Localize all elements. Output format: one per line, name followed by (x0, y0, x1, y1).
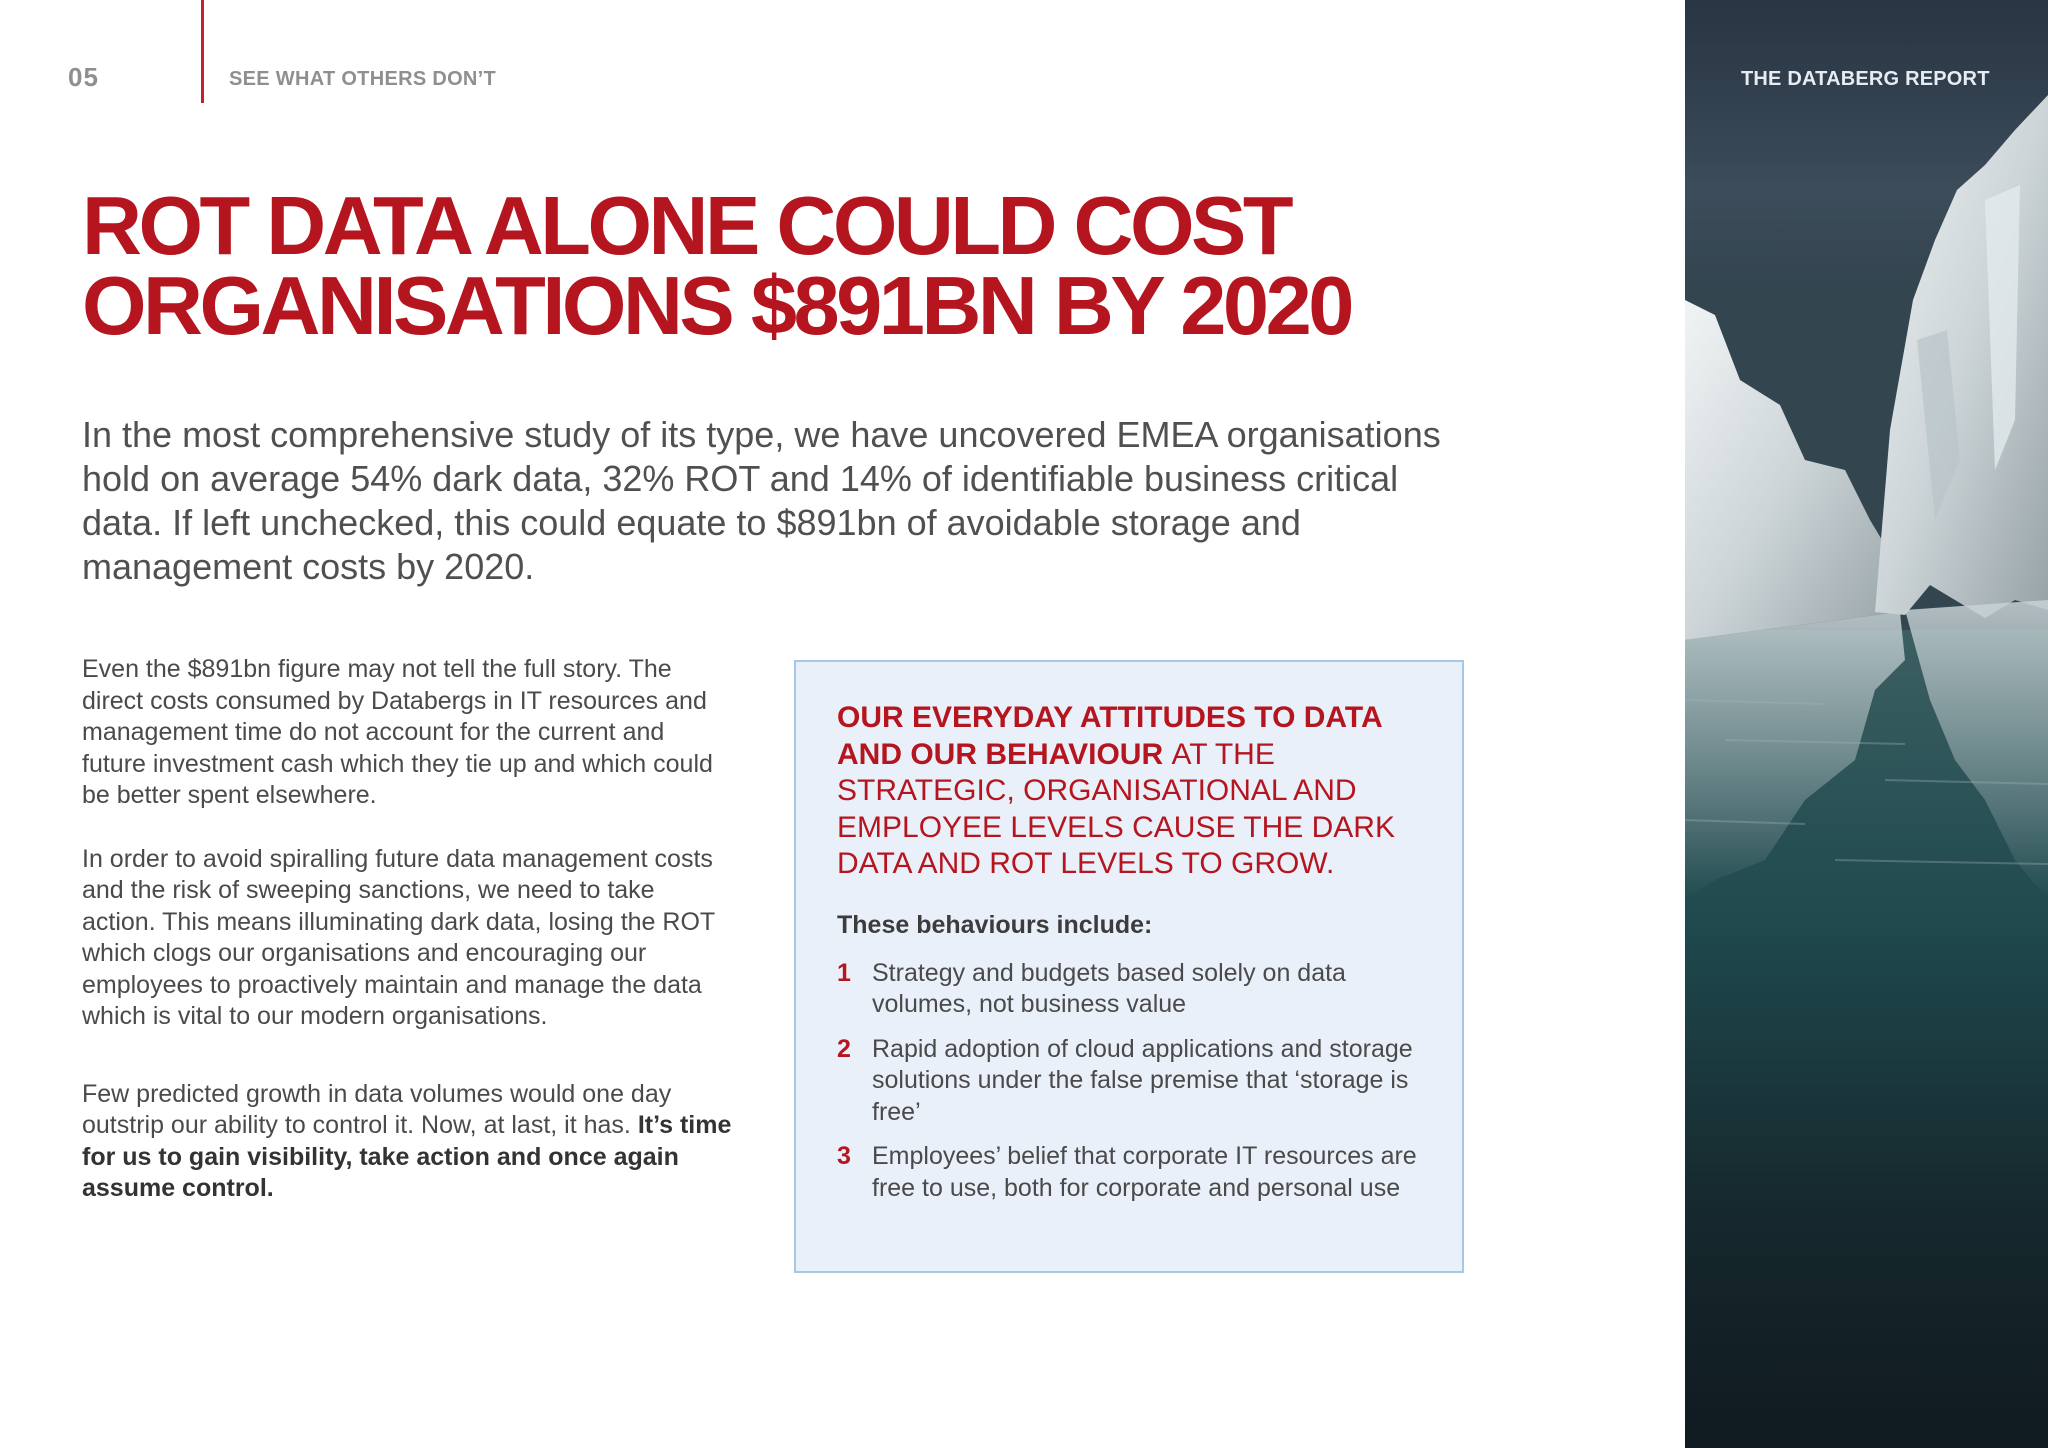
behaviour-item (837, 958, 1422, 1021)
body-paragraph-3 (82, 1079, 732, 1205)
callout-heading (837, 700, 1422, 883)
behaviour-text: Rapid adoption of cloud applications and storage solutions under the false premise that ‘storage is free’ (872, 1034, 1413, 1126)
call-to-action-text: It’s time for us to gain visibility, take action and once again assume control. (82, 1111, 732, 1202)
callout-heading-regular: AT THE STRATEGIC, ORGANISATIONAL AND EMPLOYEE LEVELS CAUSE THE DARK DATA AND ROT LEVELS TO GROW. (837, 737, 1395, 880)
body-column (82, 654, 732, 1205)
behaviours-list (837, 958, 1422, 1205)
page-number: 05 (68, 62, 99, 92)
headline-line-2: ORGANISATIONS $891BN BY 2020 (82, 259, 1351, 352)
behaviour-text: Employees’ belief that corporate IT resources are free to use, both for corporate and personal use (872, 1142, 1417, 1202)
body-paragraph-3-text: Few predicted growth in data volumes would one day outstrip our ability to control it. Now, at last, it has. (82, 1079, 672, 1139)
behaviour-item (837, 1141, 1422, 1204)
body-paragraph-1: Even the $891bn figure may not tell the full story. The direct costs consumed by Databergs in IT resources and management time do not account for the current and future investment cash which they tie up and which could be better spent elsewhere. (82, 655, 713, 809)
behaviour-item (837, 1034, 1422, 1129)
page-headline (82, 179, 1502, 352)
behaviour-number: 2 (837, 1034, 851, 1063)
behaviours-callout-box (794, 660, 1464, 1273)
behaviour-number: 3 (837, 1142, 851, 1170)
behaviour-text: Strategy and budgets based solely on data volumes, not business value (872, 958, 1346, 1018)
intro-paragraph: In the most comprehensive study of its type, we have uncovered EMEA organisations hold on average 54% dark data, 32% ROT and 14% of identifiable business critical data. If left unchecked, this could equate to $891bn of avoidable storage and management costs by 2020. (82, 414, 1441, 587)
behaviour-number: 1 (837, 958, 851, 987)
body-paragraph-2: In order to avoid spiralling future data management costs and the risk of sweeping sanctions, we need to take action. This means illuminating dark data, losing the ROT which clogs our organisations and encouraging our employees to proactively maintain and manage the data which is vital to our modern organisations. (82, 844, 715, 1030)
behaviours-intro: These behaviours include: (837, 910, 1153, 939)
iceberg-photo (1685, 0, 2048, 1448)
headline-line-1: ROT DATA ALONE COULD COST (82, 179, 1291, 272)
report-title: THE DATABERG REPORT (1741, 68, 1990, 90)
header-divider (201, 0, 204, 103)
section-label: SEE WHAT OTHERS DON’T (229, 68, 497, 90)
callout-heading-bold: OUR EVERYDAY ATTITUDES TO DATA AND OUR BEHAVIOUR (837, 701, 1382, 771)
